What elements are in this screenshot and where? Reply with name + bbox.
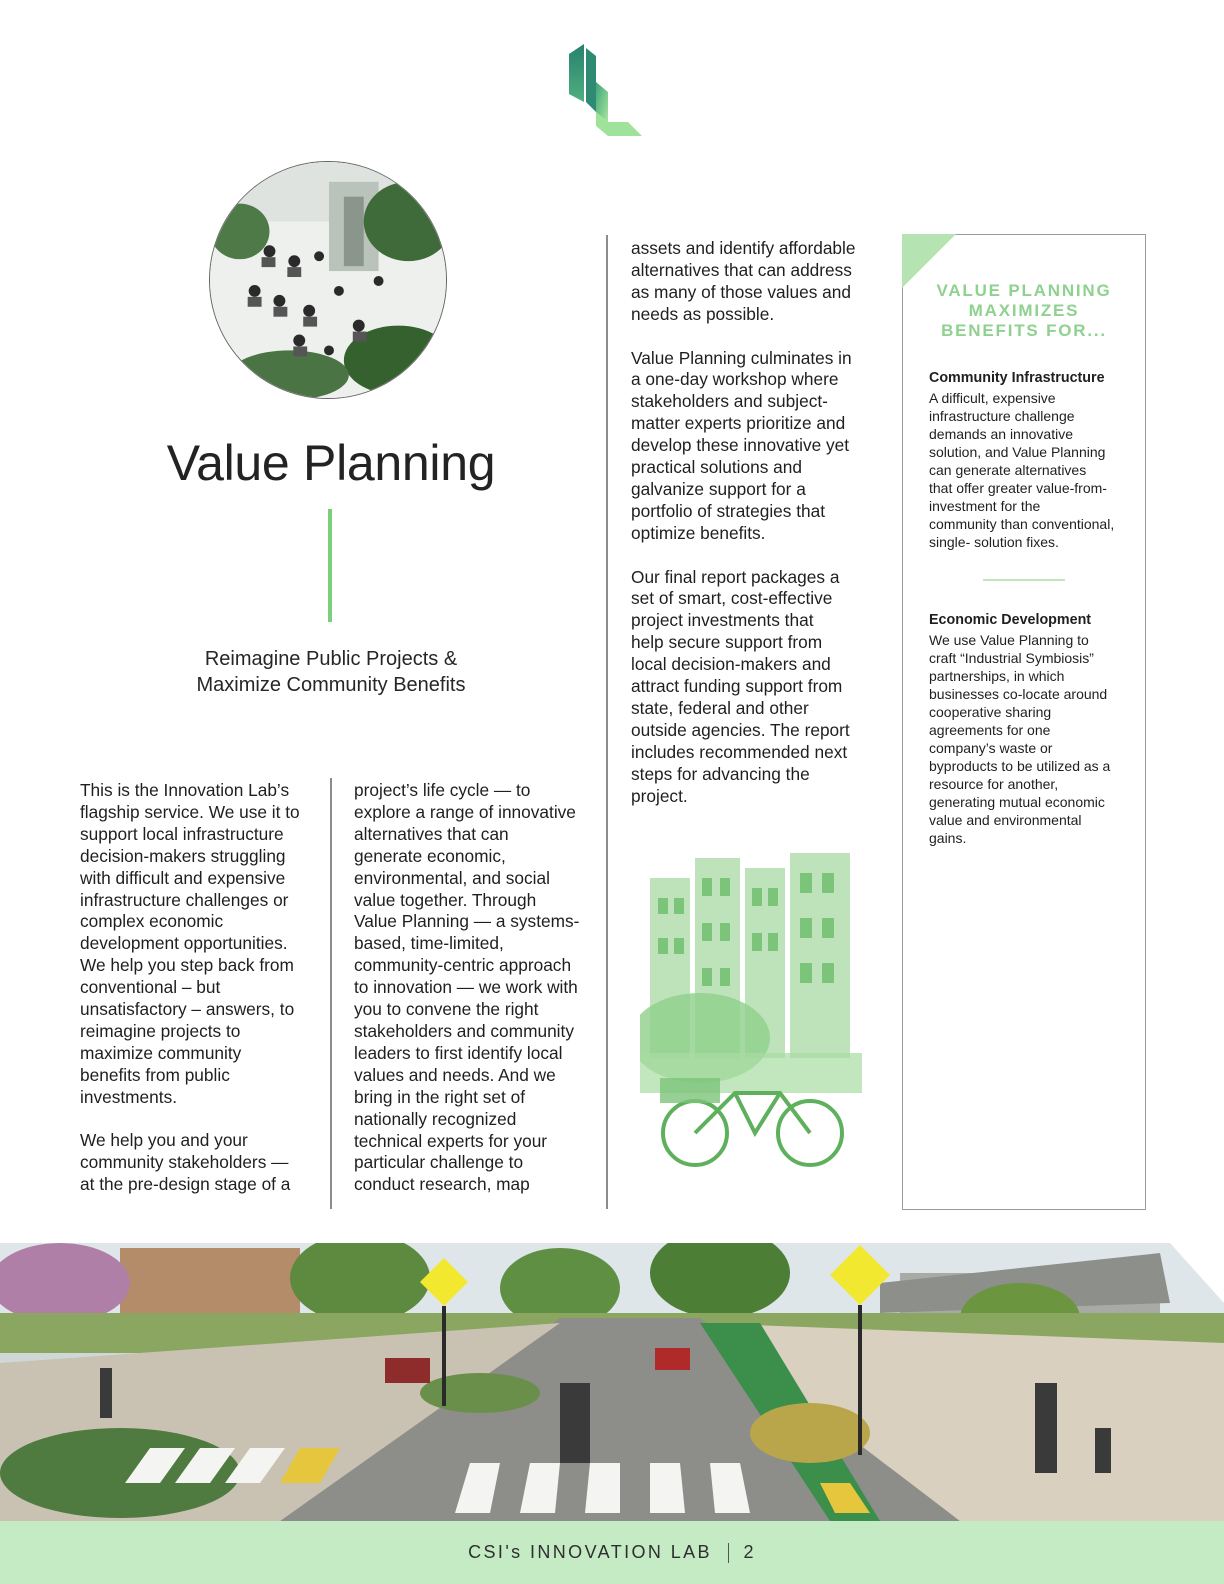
sidebar-divider — [983, 579, 1065, 581]
text-line: company’s waste or — [929, 740, 1053, 756]
text-line: at the pre-design stage of a — [80, 1174, 291, 1195]
text-line: demands an innovative — [929, 426, 1073, 442]
body-column-2 — [354, 780, 594, 1196]
text-line: infrastructure challenge — [929, 408, 1075, 424]
text-line: with difficult and expensive — [80, 867, 286, 888]
street-rendering-image — [0, 1243, 1224, 1521]
text-line: galvanize support for a — [631, 478, 806, 499]
page-subtitle — [100, 646, 562, 698]
benefits-sidebar — [902, 234, 1146, 1210]
subtitle-line: Maximize Community Benefits — [196, 674, 466, 696]
text-line: A difficult, expensive — [929, 390, 1056, 406]
text-line: community than conventional, — [929, 516, 1115, 532]
text-line: matter experts prioritize and — [631, 413, 846, 434]
text-line: value together. Through — [354, 889, 537, 910]
text-line: can generate alternatives — [929, 462, 1087, 478]
text-line: We help you and your — [80, 1130, 248, 1151]
text-line: gains. — [929, 830, 967, 846]
text-line: help secure support from — [631, 632, 823, 653]
text-line: bring in the right set of — [354, 1086, 525, 1107]
page-title: Value Planning — [166, 435, 496, 491]
footer-label: CSI's INNOVATION LAB — [468, 1542, 712, 1562]
text-line: Value Planning — a systems- — [354, 911, 580, 932]
text-line: benefits from public — [80, 1064, 230, 1085]
benefit-community-infrastructure — [929, 369, 1129, 551]
text-line: project. — [631, 785, 688, 806]
text-line: that offer greater value-from- — [929, 480, 1107, 496]
text-line: single- solution fixes. — [929, 534, 1059, 550]
title-divider — [328, 509, 332, 622]
text-line: infrastructure challenges or — [80, 889, 289, 910]
text-line: steps for advancing the — [631, 763, 810, 784]
text-line: develop these innovative yet — [631, 435, 850, 456]
text-line: needs as possible. — [631, 303, 775, 324]
text-line: a one-day workshop where — [631, 369, 839, 390]
text-line: resource for another, — [929, 776, 1059, 792]
text-line: environmental, and social — [354, 867, 550, 888]
text-line: local decision-makers and — [631, 654, 831, 675]
text-line: conventional – but — [80, 977, 221, 998]
text-line: assets and identify affordable — [631, 238, 856, 258]
text-line: alternatives that can — [354, 823, 509, 844]
text-line: explore a range of innovative — [354, 801, 576, 822]
brand-logo-icon — [566, 42, 648, 140]
page-number: 2 — [743, 1542, 756, 1562]
subtitle-line: Reimagine Public Projects & — [204, 648, 458, 670]
footer-separator — [728, 1543, 730, 1563]
text-line: alternatives that can address — [631, 259, 852, 280]
sidebar-heading — [903, 281, 1145, 341]
page-footer — [0, 1521, 1224, 1584]
text-line: generating mutual economic — [929, 794, 1105, 810]
text-line: stakeholders and community — [354, 1020, 574, 1041]
atrium-photo — [209, 161, 447, 399]
text-line: complex economic — [80, 911, 224, 932]
text-line: decision-makers struggling — [80, 845, 286, 866]
column-divider — [330, 778, 332, 1209]
text-line: includes recommended next — [631, 741, 848, 762]
text-line: you to convene the right — [354, 999, 539, 1020]
column-divider — [606, 235, 608, 1209]
text-line: conduct research, map — [354, 1174, 530, 1195]
text-line: unsatisfactory – answers, to — [80, 999, 295, 1020]
text-line: community-centric approach — [354, 955, 572, 976]
text-line: We use Value Planning to — [929, 632, 1089, 648]
text-line: We help you step back from — [80, 955, 294, 976]
text-line: reimagine projects to — [80, 1020, 241, 1041]
text-line: partnerships, in which — [929, 668, 1065, 684]
text-line: This is the Innovation Lab’s — [80, 780, 290, 800]
text-line: portfolio of strategies that — [631, 500, 826, 521]
text-line: to innovation — we work with — [354, 977, 578, 998]
text-line: Our final report packages a — [631, 566, 840, 587]
text-line: investment for the — [929, 498, 1041, 514]
text-line: craft “Industrial Symbiosis” — [929, 650, 1094, 666]
text-line: based, time-limited, — [354, 933, 504, 954]
text-line: attract funding support from — [631, 676, 843, 697]
text-line: as many of those values and — [631, 281, 851, 302]
text-line: leaders to first identify local — [354, 1042, 563, 1063]
benefit-economic-development — [929, 611, 1129, 847]
sidebar-heading-line: MAXIMIZES — [968, 301, 1080, 320]
text-line: solution, and Value Planning — [929, 444, 1106, 460]
text-line: technical experts for your — [354, 1130, 548, 1151]
text-line: project’s life cycle — to — [354, 780, 531, 800]
text-line: support local infrastructure — [80, 823, 284, 844]
text-line: project investments that — [631, 610, 814, 631]
text-line: agreements for one — [929, 722, 1051, 738]
text-line: particular challenge to — [354, 1152, 524, 1173]
text-line: values and needs. And we — [354, 1064, 556, 1085]
sidebar-heading-line: VALUE PLANNING — [936, 281, 1112, 300]
text-line: stakeholders and subject- — [631, 391, 828, 412]
text-line: nationally recognized — [354, 1108, 517, 1129]
text-line: optimize benefits. — [631, 522, 766, 543]
text-line: flagship service. We use it to — [80, 801, 300, 822]
text-line: cooperative sharing — [929, 704, 1052, 720]
text-line: Value Planning culminates in — [631, 347, 852, 368]
body-column-3 — [631, 238, 871, 808]
benefit-title: Community Infrastructure — [929, 370, 1105, 386]
text-line: investments. — [80, 1086, 178, 1107]
text-line: maximize community — [80, 1042, 242, 1063]
text-line: byproducts to be utilized as a — [929, 758, 1111, 774]
text-line: set of smart, cost-effective — [631, 588, 833, 609]
text-line: generate economic, — [354, 845, 506, 866]
corner-accent-icon — [902, 234, 956, 288]
sidebar-heading-line: BENEFITS FOR... — [941, 321, 1107, 340]
body-column-1 — [80, 780, 315, 1196]
benefit-title: Economic Development — [929, 612, 1092, 628]
text-line: community stakeholders — — [80, 1152, 289, 1173]
text-line: outside agencies. The report — [631, 719, 850, 740]
text-line: practical solutions and — [631, 457, 802, 478]
text-line: state, federal and other — [631, 698, 809, 718]
text-line: value and environmental — [929, 812, 1082, 828]
city-sketch-illustration — [640, 848, 862, 1182]
text-line: businesses co-locate around — [929, 686, 1108, 702]
text-line: development opportunities. — [80, 933, 288, 954]
